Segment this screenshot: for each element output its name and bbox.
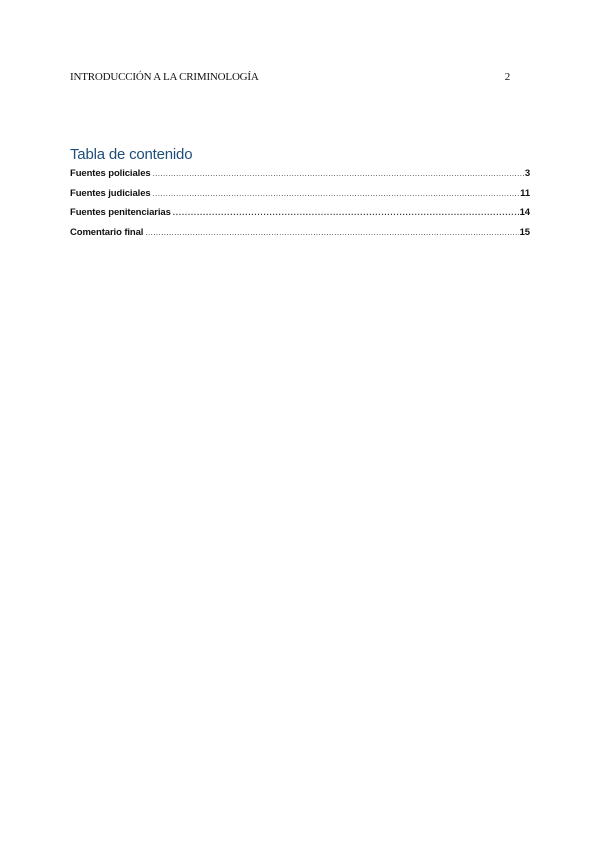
toc-list <box>70 168 530 246</box>
toc-heading: Tabla de contenido <box>70 146 193 163</box>
toc-entry-fuentes-judiciales[interactable] <box>70 188 530 208</box>
toc-entry-title: Fuentes penitenciarias <box>70 207 171 218</box>
toc-entry-title: Fuentes judiciales <box>70 187 151 199</box>
toc-entry-title: Comentario final <box>70 226 144 238</box>
toc-dot-leader <box>153 189 520 198</box>
toc-dot-leader <box>153 169 524 178</box>
table-of-contents <box>70 146 530 246</box>
toc-dot-leader <box>145 228 518 237</box>
page-number: 2 <box>504 71 510 83</box>
toc-entry-comentario-final[interactable] <box>70 227 530 247</box>
toc-entry-page: 14 <box>519 207 530 218</box>
toc-entry-fuentes-penitenciarias[interactable] <box>70 207 530 227</box>
toc-entry-title: Fuentes policiales <box>70 168 151 179</box>
toc-entry-page: 3 <box>524 168 530 179</box>
toc-entry-page: 11 <box>520 187 530 199</box>
running-head <box>70 71 510 85</box>
toc-entry-page: 15 <box>519 226 530 238</box>
running-title: INTRODUCCIÓN A LA CRIMINOLOGÍA <box>70 71 259 83</box>
toc-entry-fuentes-policiales[interactable] <box>70 168 530 188</box>
toc-dot-leader <box>173 208 519 217</box>
